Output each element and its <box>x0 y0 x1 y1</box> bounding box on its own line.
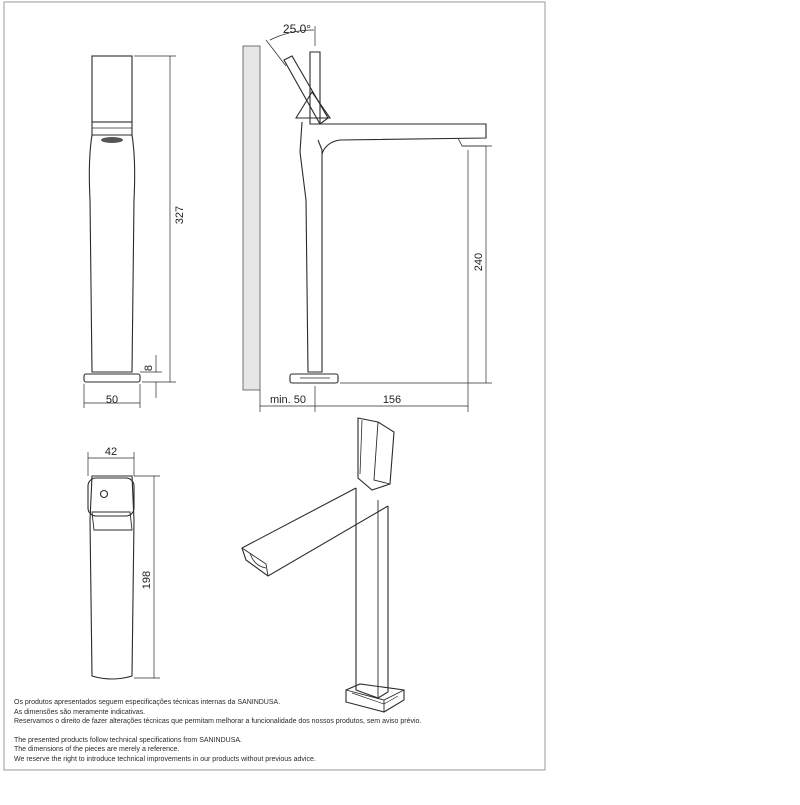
note-en-3: We reserve the right to introduce technical improvements in our products without previous advice. <box>14 755 316 763</box>
dim-top-length: 198 <box>141 570 153 590</box>
note-en-2: The dimensions of the pieces are merely a reference. <box>14 746 180 753</box>
side-lever-tilted <box>284 56 328 124</box>
legal-notes <box>14 698 534 764</box>
front-handle-collar <box>92 122 132 135</box>
front-body <box>89 135 134 372</box>
dim-top-width: 42 <box>104 446 118 458</box>
side-spout-outlet <box>458 138 486 146</box>
note-pt-1: Os produtos apresentados seguem especificações técnicas internas da SANINDUSA. <box>14 699 281 706</box>
dim-spout-height: 240 <box>473 252 485 272</box>
dim-min-wall-gap: min. 50 <box>269 394 307 406</box>
top-lever <box>92 512 132 530</box>
side-view <box>284 52 486 383</box>
front-base <box>84 374 140 382</box>
dim-spout-reach: 156 <box>382 394 402 406</box>
side-lever-joint <box>296 92 330 118</box>
iso-column <box>356 488 388 698</box>
side-base <box>290 374 338 383</box>
front-dimensions <box>84 56 176 408</box>
side-dimensions <box>260 26 492 412</box>
dim-base-width: 50 <box>105 394 119 406</box>
note-en-1: The presented products follow technical specifications from SANINDUSA. <box>14 736 242 744</box>
side-spout <box>318 124 486 154</box>
dim-tilt-angle: 25.0° <box>282 22 312 36</box>
note-pt-3: Reservamos o direito de fazer alterações técnicas que permitam melhorar a funcionalidade dos nossos produtos, sem aviso prévio. <box>14 718 422 725</box>
front-handle <box>92 56 132 122</box>
sheet-frame <box>4 2 545 770</box>
dim-total-height: 327 <box>174 205 186 225</box>
dim-base-height: 8 <box>143 364 155 372</box>
front-view <box>84 56 140 382</box>
side-head <box>310 52 320 124</box>
wall <box>243 46 260 390</box>
top-dimensions <box>88 452 160 678</box>
front-aerator <box>101 137 123 143</box>
top-view <box>88 476 134 679</box>
perspective-view <box>242 418 404 712</box>
side-column <box>300 122 322 372</box>
note-pt-2: As dimensões são meramente indicativas. <box>14 708 146 716</box>
top-indicator <box>101 491 108 498</box>
top-handle <box>88 478 134 516</box>
top-body <box>90 476 134 679</box>
